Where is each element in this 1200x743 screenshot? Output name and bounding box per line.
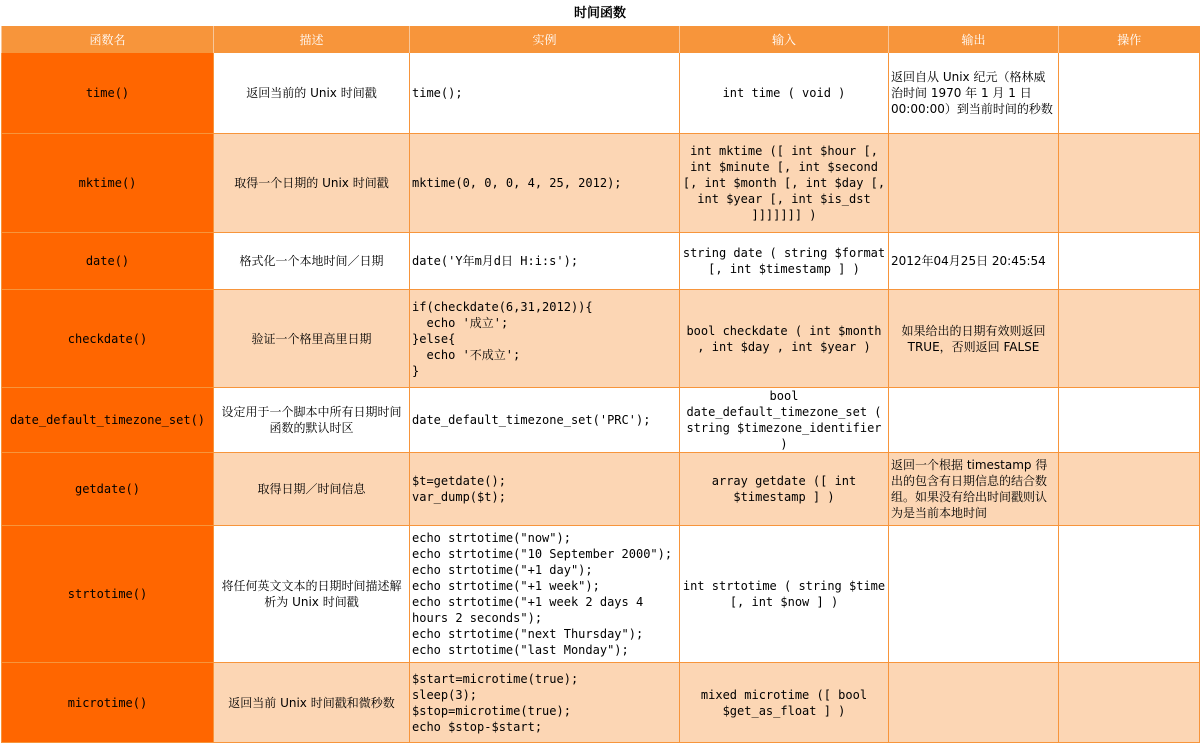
header-function-name: 函数名 [2, 26, 214, 53]
output-cell: 返回一个根据 timestamp 得出的包含有日期信息的结合数组。如果没有给出时间戳则认为是当前本地时间 [889, 453, 1059, 526]
action-cell [1059, 134, 1200, 233]
input-cell: int time ( void ) [680, 53, 889, 134]
description-cell: 取得一个日期的 Unix 时间戳 [214, 134, 410, 233]
example-cell: if(checkdate(6,31,2012)){ echo '成立'; }else{ echo '不成立'; } [410, 290, 680, 388]
description-cell: 格式化一个本地时间／日期 [214, 233, 410, 290]
table-row [2, 388, 1200, 453]
output-cell: 如果给出的日期有效则返回 TRUE，否则返回 FALSE [889, 290, 1059, 388]
description-cell: 返回当前的 Unix 时间戳 [214, 53, 410, 134]
input-cell: bool checkdate ( int $month , int $day , int $year ) [680, 290, 889, 388]
header-action: 操作 [1059, 26, 1200, 53]
action-cell [1059, 290, 1200, 388]
output-cell [889, 663, 1059, 743]
table-row [2, 663, 1200, 743]
description-cell: 设定用于一个脚本中所有日期时间函数的默认时区 [214, 388, 410, 453]
example-cell: date('Y年m月d日 H:i:s'); [410, 233, 680, 290]
input-cell: array getdate ([ int $timestamp ] ) [680, 453, 889, 526]
example-cell: mktime(0, 0, 0, 4, 25, 2012); [410, 134, 680, 233]
table-row [2, 453, 1200, 526]
table-title: 时间函数 [573, 6, 626, 21]
function-name-cell: date() [2, 233, 214, 290]
function-name-cell: microtime() [2, 663, 214, 743]
function-name-cell: strtotime() [2, 526, 214, 663]
table-row [2, 53, 1200, 134]
output-cell [889, 388, 1059, 453]
action-cell [1059, 663, 1200, 743]
description-cell: 取得日期／时间信息 [214, 453, 410, 526]
example-cell: $t=getdate(); var_dump($t); [410, 453, 680, 526]
example-cell: time(); [410, 53, 680, 134]
header-row [2, 26, 1200, 53]
description-cell: 将任何英文文本的日期时间描述解析为 Unix 时间戳 [214, 526, 410, 663]
header-example: 实例 [410, 26, 680, 53]
input-cell: int mktime ([ int $hour [, int $minute [, int $second [, int $month [, int $day [, int $year [, int $is_dst ]]]]]]] ) [680, 134, 889, 233]
description-cell: 返回当前 Unix 时间戳和微秒数 [214, 663, 410, 743]
example-cell: echo strtotime("now"); echo strtotime("10 September 2000"); echo strtotime("+1 day"); echo strtotime("+1 week"); echo strtotime("+1 week 2 days 4 hours 2 seconds"); echo strtotime("next Thursday"); echo strtotime("last Monday"); [410, 526, 680, 663]
output-cell: 2012年04月25日 20:45:54 [889, 233, 1059, 290]
description-cell: 验证一个格里高里日期 [214, 290, 410, 388]
header-output: 输出 [889, 26, 1059, 53]
function-name-cell: date_default_timezone_set() [2, 388, 214, 453]
header-input: 输入 [680, 26, 889, 53]
function-name-cell: getdate() [2, 453, 214, 526]
action-cell [1059, 526, 1200, 663]
action-cell [1059, 453, 1200, 526]
action-cell [1059, 388, 1200, 453]
functions-table [1, 26, 1200, 743]
input-cell: string date ( string $format [, int $timestamp ] ) [680, 233, 889, 290]
action-cell [1059, 233, 1200, 290]
action-cell [1059, 53, 1200, 134]
output-cell [889, 526, 1059, 663]
output-cell [889, 134, 1059, 233]
header-description: 描述 [214, 26, 410, 53]
output-cell: 返回自从 Unix 纪元（格林威治时间 1970 年 1 月 1 日 00:00:00）到当前时间的秒数 [889, 53, 1059, 134]
input-cell: mixed microtime ([ bool $get_as_float ] ) [680, 663, 889, 743]
function-name-cell: time() [2, 53, 214, 134]
table-row [2, 233, 1200, 290]
function-name-cell: checkdate() [2, 290, 214, 388]
input-cell: int strtotime ( string $time [, int $now ] ) [680, 526, 889, 663]
example-cell: date_default_timezone_set('PRC'); [410, 388, 680, 453]
function-name-cell: mktime() [2, 134, 214, 233]
table-row [2, 526, 1200, 663]
input-cell: bool date_default_timezone_set ( string $timezone_identifier ) [680, 388, 889, 453]
table-row [2, 134, 1200, 233]
table-row [2, 290, 1200, 388]
example-cell: $start=microtime(true); sleep(3); $stop=microtime(true); echo $stop-$start; [410, 663, 680, 743]
